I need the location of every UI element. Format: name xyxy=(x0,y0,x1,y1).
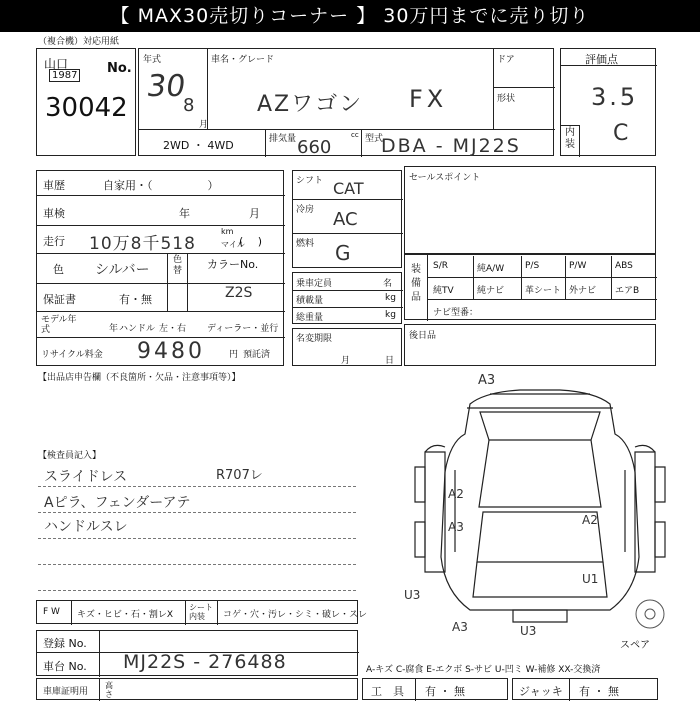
inspector-note-3: ハンドルスレ xyxy=(44,519,128,535)
name-label: 車名・グレード xyxy=(211,55,275,65)
cert-height: 高さ xyxy=(105,681,113,699)
handle-value: 左・右 xyxy=(159,324,187,334)
shift-label: シフト xyxy=(296,176,324,186)
shape-label: 形状 xyxy=(497,94,516,104)
weight-label: 総重量 xyxy=(296,313,324,323)
sales-point-box xyxy=(404,166,656,254)
car-damage-diagram xyxy=(395,372,685,644)
equipment-item: 純ナビ xyxy=(477,286,505,296)
equipment-box xyxy=(404,254,656,320)
equipment-item: エアB xyxy=(615,286,640,296)
shift-box xyxy=(292,170,402,268)
model-year-unit: 年 xyxy=(109,324,119,334)
inspector-lines xyxy=(38,460,356,596)
name-value: AZワゴン xyxy=(257,92,364,117)
rating-box xyxy=(560,48,656,156)
equipment-item: P/W xyxy=(569,261,587,271)
inspector-note-4: R707レ xyxy=(216,468,263,483)
cert-box xyxy=(36,678,358,700)
inspector-label: 【検査員記入】 xyxy=(38,451,102,461)
jack-box xyxy=(512,678,658,700)
name-change-day: 日 xyxy=(385,356,395,366)
tools-value: 有 ・ 無 xyxy=(425,685,465,698)
mileage-paren: ( ) xyxy=(239,235,263,248)
chassis-value: MJ22S - 276488 xyxy=(123,651,287,673)
mark-a2-left: A2 xyxy=(448,487,464,501)
recycle-note: 預託済 xyxy=(243,350,271,360)
year-value: 30 xyxy=(144,69,188,104)
capacity-box xyxy=(292,272,402,324)
fw-items: キズ・ヒビ・石・割レX xyxy=(77,610,173,620)
car-history-label: 車歴 xyxy=(43,179,65,192)
mark-a3-bottom: A3 xyxy=(452,620,468,634)
venue-code: 1987 xyxy=(49,69,80,82)
mark-a3-left: A3 xyxy=(448,520,464,534)
recycle-value: 9480 xyxy=(137,339,205,364)
color-no-label: カラーNo. xyxy=(207,258,259,271)
mark-u1-right: U1 xyxy=(582,572,599,586)
top-note: （複合機）対応用紙 xyxy=(38,37,120,47)
grade-value: FX xyxy=(409,85,448,113)
yamaguchi-label: 山口 xyxy=(44,57,69,71)
warranty-value: 有・無 xyxy=(119,293,152,306)
equipment-item: 純TV xyxy=(433,286,454,296)
jack-value: 有 ・ 無 xyxy=(579,685,619,698)
recycle-label: リサイクル料金 xyxy=(41,350,103,360)
lot-number: 30042 xyxy=(45,93,128,123)
inspection-year-unit: 年 xyxy=(179,207,190,220)
seat-items: コゲ・穴・汚レ・シミ・破レ・スレ xyxy=(223,610,368,620)
lot-box xyxy=(36,48,136,156)
interior-value: C xyxy=(613,121,629,146)
weight-unit: kg xyxy=(385,310,396,320)
reg-label: 登録 No. xyxy=(43,637,87,650)
equipment-item: ABS xyxy=(615,261,633,271)
color-value: シルバー xyxy=(95,262,150,278)
cert-label: 車庫証明用 xyxy=(43,687,89,697)
mileage-label: 走行 xyxy=(43,235,65,248)
drive-label: 2WD ・ 4WD xyxy=(163,139,234,152)
name-change-month: 月 xyxy=(341,356,351,366)
chassis-label: 車台 No. xyxy=(43,660,87,673)
mile-label: マイル xyxy=(221,240,245,249)
tools-label: 工 具 xyxy=(371,685,404,698)
history-box xyxy=(36,170,284,366)
damage-legend: A-キズ C-腐食 E-エクボ S-サビ U-凹ミ W-補修 XX-交換済 xyxy=(366,665,601,675)
no-label: No. xyxy=(107,61,132,76)
displacement-value: 660 xyxy=(297,137,332,158)
rating-score: 3.5 xyxy=(591,83,639,111)
load-label: 積載量 xyxy=(296,296,324,306)
year-label: 年式 xyxy=(143,55,162,65)
warranty-label: 保証書 xyxy=(43,293,76,306)
navi-label: ナビ型番： xyxy=(433,308,479,318)
dealer-label: ディーラー・並行 xyxy=(207,324,279,334)
km-label: km xyxy=(221,227,234,236)
later-label: 後日品 xyxy=(409,331,437,341)
capacity-unit: 名 xyxy=(383,279,393,289)
color-change-label: 色替 xyxy=(173,255,183,276)
fuel-value: G xyxy=(335,241,351,265)
exhibitor-label: 【出品店申告欄（不良箇所・欠品・注意事項等）】 xyxy=(38,373,241,383)
displacement-label: 排気量 xyxy=(269,134,297,144)
jack-label: ジャッキ xyxy=(519,685,563,698)
fw-label: F W xyxy=(43,607,60,617)
car-history-value: 自家用・（ ） xyxy=(103,179,219,192)
sales-point-label: セールスポイント xyxy=(409,173,481,183)
name-change-label: 名変期限 xyxy=(296,334,333,344)
mark-u3-left: U3 xyxy=(404,588,421,602)
handle-label: ハンドル xyxy=(119,324,156,334)
interior-label: 内装 xyxy=(565,127,575,150)
vehicle-box xyxy=(138,48,554,156)
recycle-unit: 円 xyxy=(229,350,239,360)
load-unit: kg xyxy=(385,293,396,303)
capacity-label: 乗車定員 xyxy=(296,279,333,289)
mark-a3-top: A3 xyxy=(478,373,496,388)
equipment-item: 外ナビ xyxy=(569,286,597,296)
mark-u3-bottom: U3 xyxy=(520,624,537,638)
ac-value: AC xyxy=(333,209,358,230)
month-unit: 月 xyxy=(199,120,209,130)
color-no-value: Z2S xyxy=(225,285,253,301)
equipment-item: P/S xyxy=(525,261,540,271)
equipment-label: 装備品 xyxy=(411,264,421,303)
later-box xyxy=(404,324,656,366)
inspection-label: 車検 xyxy=(43,207,65,220)
mileage-value: 10万8千518 xyxy=(89,234,196,254)
name-change-box xyxy=(292,328,402,366)
reg-box xyxy=(36,630,358,676)
inspector-note-2: Aピラ、フェンダーアテ xyxy=(44,495,191,511)
shift-value: CAT xyxy=(333,179,364,198)
page-header: 【 MAX30売切りコーナー 】 30万円までに売り切り xyxy=(0,0,700,32)
color-label: 色 xyxy=(53,263,64,276)
tools-box xyxy=(362,678,508,700)
fuel-label: 燃料 xyxy=(296,239,315,249)
mark-a2-right: A2 xyxy=(582,513,598,527)
inspection-month-unit: 月 xyxy=(249,207,260,220)
equipment-item: 革シート xyxy=(525,286,562,296)
equipment-item: S/R xyxy=(433,261,448,271)
month-value: 8 xyxy=(183,95,195,116)
ac-label: 冷房 xyxy=(296,205,315,215)
seat-label: シート内装 xyxy=(189,603,213,621)
door-label: ドア xyxy=(497,55,515,65)
displacement-unit: cc xyxy=(351,131,359,139)
rating-label: 評価点 xyxy=(585,53,618,66)
spare-label: スペア xyxy=(620,640,650,651)
model-label: 型式 xyxy=(365,134,384,144)
equipment-item: 純A/W xyxy=(477,264,505,274)
inspector-note-1: スライドレス xyxy=(44,469,128,485)
fw-seat-box xyxy=(36,600,368,624)
model-year-label: モデル年式 xyxy=(41,315,77,335)
model-value: DBA - MJ22S xyxy=(381,135,521,157)
